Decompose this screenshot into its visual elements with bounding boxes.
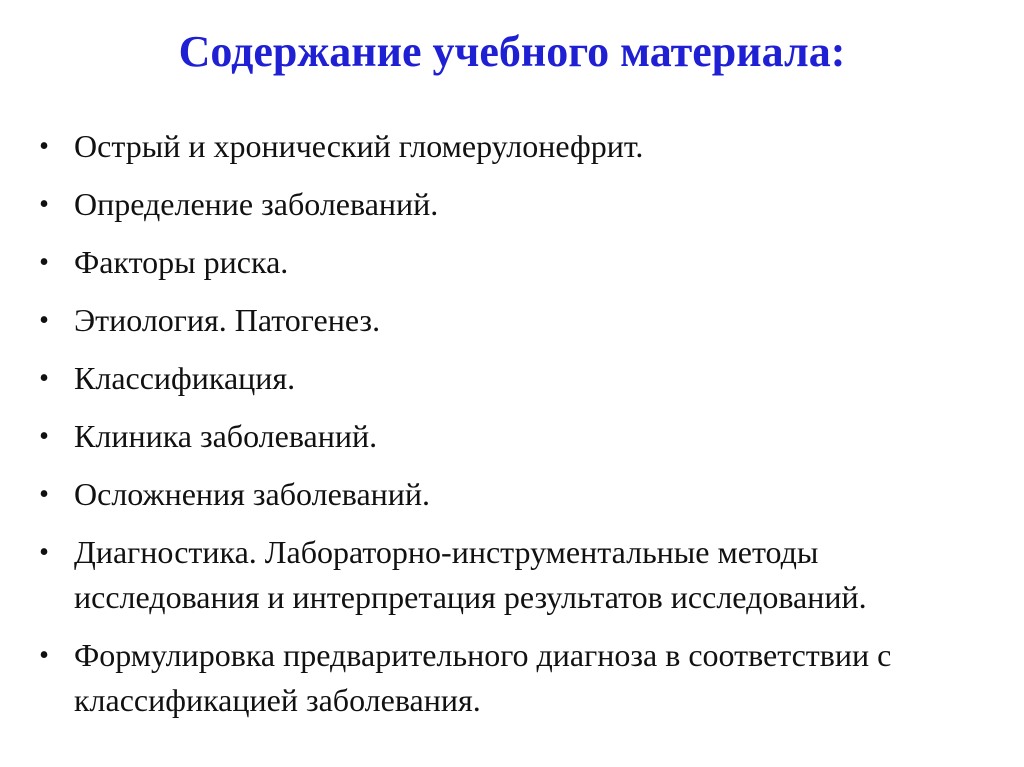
list-item (32, 124, 992, 169)
list-item-text: Диагностика. Лабораторно-инструментальные методы исследования и интерпретация результатов исследований. (74, 534, 867, 615)
list-item-text: Формулировка предварительного диагноза в соответствии с классификацией заболевания. (74, 637, 892, 718)
list-item-text: Классификация. (74, 360, 296, 396)
bullet-icon: • (39, 421, 49, 452)
list-item (32, 182, 992, 227)
list-item-text: Определение заболеваний. (74, 186, 439, 222)
list-item (32, 356, 992, 401)
bullet-icon: • (39, 363, 49, 394)
bullet-icon: • (39, 479, 49, 510)
slide-title: Содержание учебного материала: (178, 27, 846, 76)
list-item (32, 414, 992, 459)
list-item-text: Клиника заболеваний. (74, 418, 378, 454)
list-item (32, 472, 992, 517)
bullet-icon: • (39, 305, 49, 336)
list-item (32, 298, 992, 343)
bullet-icon: • (39, 131, 49, 162)
list-item-text: Осложнения заболеваний. (74, 476, 431, 512)
list-item (32, 530, 992, 620)
bullet-icon: • (39, 640, 49, 671)
list-item-text: Этиология. Патогенез. (74, 302, 381, 338)
list-item-text: Острый и хронический гломерулонефрит. (74, 128, 644, 164)
content-list (32, 124, 992, 736)
list-item (32, 633, 992, 723)
list-item (32, 240, 992, 285)
list-item-text: Факторы риска. (74, 244, 289, 280)
bullet-icon: • (39, 189, 49, 220)
bullet-icon: • (39, 247, 49, 278)
bullet-icon: • (39, 537, 49, 568)
